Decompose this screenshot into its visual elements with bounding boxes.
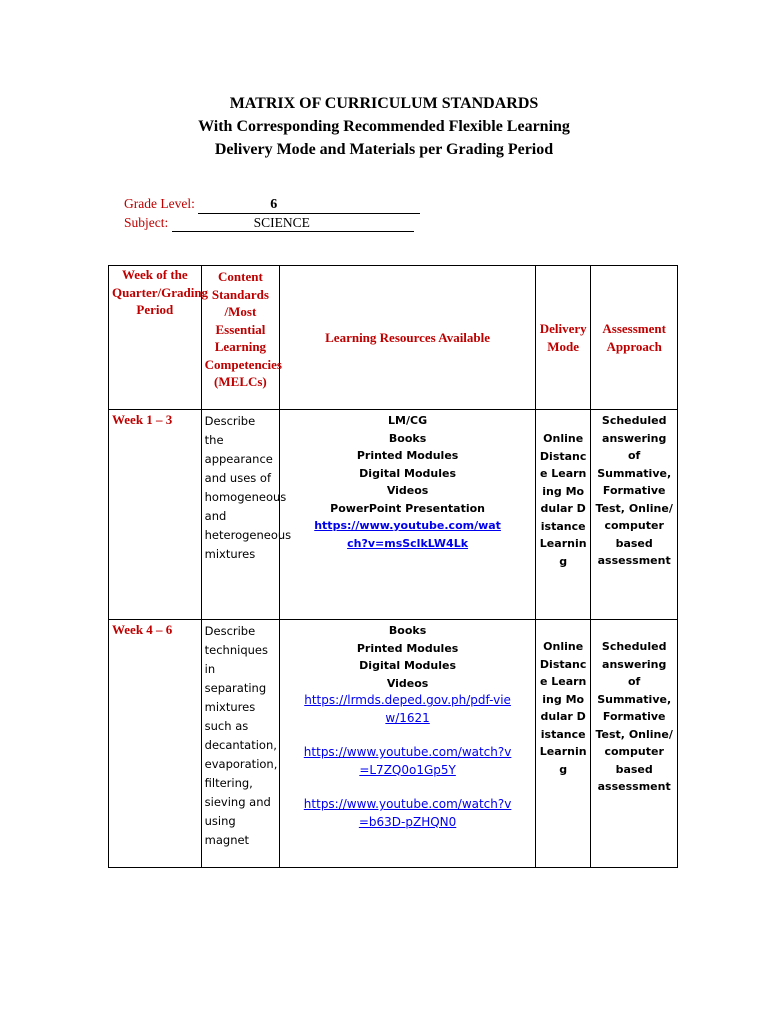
title-line-1: MATRIX OF CURRICULUM STANDARDS — [229, 95, 539, 112]
assessment-cell: Scheduled answering of Summative, Formative Test, Online/ computer based assessment — [591, 410, 678, 620]
resource-item: Books — [388, 431, 427, 445]
subject-line — [124, 215, 414, 232]
table-row — [109, 410, 678, 620]
curriculum-matrix-table — [108, 265, 678, 868]
subject-label: Subject: — [124, 215, 169, 230]
delivery-mode-cell: Online Distance Learning Modular Distance Learning — [535, 620, 590, 868]
resource-item: Digital Modules — [359, 466, 456, 480]
resource-item: Printed Modules — [356, 641, 459, 655]
lrmds-link[interactable]: https://lrmds.deped.gov.ph/pdf-view/1621 — [304, 693, 511, 725]
subject-field — [172, 215, 414, 232]
competency-cell: Describe the appearance and uses of homogeneous and heterogeneous mixtures — [201, 410, 280, 620]
header-week: Week of the Quarter/Grading Period — [109, 266, 202, 410]
header-learning-resources: Learning Resources Available — [280, 266, 536, 410]
resource-item: Videos — [386, 676, 429, 690]
grade-level-value: 6 — [270, 197, 278, 212]
resource-item: Books — [388, 624, 427, 637]
table-row — [109, 620, 678, 868]
title-line-3: Delivery Mode and Materials per Grading Period — [214, 141, 554, 158]
header-row — [109, 266, 678, 410]
resources-cell — [280, 410, 536, 620]
week-cell: Week 4 – 6 — [109, 620, 202, 868]
grade-level-line — [124, 196, 420, 214]
resource-item: Printed Modules — [356, 449, 459, 462]
video-link[interactable]: https://www.youtube.com/watch?v=L7ZQ0o1Gp5Y — [303, 745, 512, 777]
subject-value: SCIENCE — [253, 215, 310, 230]
grade-level-field — [198, 197, 420, 214]
video-link[interactable]: https://www.youtube.com/watch?v=b63D-pZHQN0 — [303, 797, 512, 829]
delivery-mode-cell: Online Distance Learning Modular Distance Learning — [535, 410, 590, 620]
resource-item: PowerPoint Presentation — [330, 501, 486, 515]
header-content-standards: Content Standards /Most Essential Learning Competencies (MELCs) — [201, 266, 280, 410]
resources-cell — [280, 620, 536, 868]
week-cell: Week 1 – 3 — [109, 410, 202, 620]
header-delivery-mode: Delivery Mode — [535, 266, 590, 410]
resource-item: Videos — [386, 484, 429, 497]
resource-item: LM/CG — [388, 414, 428, 427]
document-title — [0, 92, 768, 161]
assessment-cell: Scheduled answering of Summative, Formative Test, Online/ computer based assessment — [591, 620, 678, 868]
grade-level-label: Grade Level: — [124, 196, 195, 211]
title-line-2: With Corresponding Recommended Flexible Learning — [198, 118, 570, 135]
video-link[interactable]: https://www.youtube.com/watch?v=msSclkLW4Lk — [314, 519, 501, 550]
header-assessment-approach: Assessment Approach — [591, 266, 678, 410]
resource-item: Digital Modules — [359, 659, 456, 672]
competency-cell: Describe techniques in separating mixtures such as decantation, evaporation, filtering, sieving and using magnet — [201, 620, 280, 868]
